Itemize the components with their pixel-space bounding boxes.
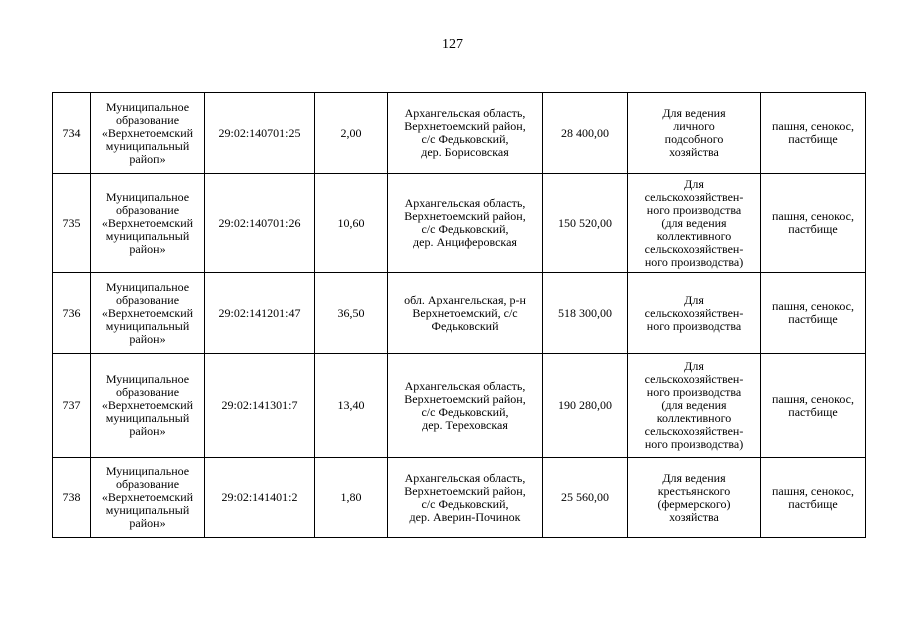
- address-cell: Архангельская область, Верхнетоемский район, с/с Федьковский, дер. Анциферовская: [388, 174, 543, 273]
- owner-cell: Муниципальное образование «Верхнетоемский муниципальный район»: [91, 174, 205, 273]
- purpose-cell: Для сельскохозяйствен- ного производства (для ведения коллективного сельскохозяйствен- ного производства): [628, 174, 761, 273]
- address-cell: Архангельская область, Верхнетоемский район, с/с Федьковский, дер. Аверин-Починок: [388, 458, 543, 538]
- cadastral-number-cell: 29:02:141401:2: [205, 458, 315, 538]
- cadastral-number-cell: 29:02:140701:25: [205, 93, 315, 174]
- purpose-cell: Для сельскохозяйствен- ного производства (для ведения коллективного сельскохозяйствен- ного производства): [628, 354, 761, 458]
- land-use-cell: пашня, сенокос, пастбище: [761, 174, 866, 273]
- row-number: 736: [53, 273, 91, 354]
- row-number: 735: [53, 174, 91, 273]
- cadastral-number-cell: 29:02:140701:26: [205, 174, 315, 273]
- owner-cell: Муниципальное образование «Верхнетоемский муниципальный райоп»: [91, 93, 205, 174]
- cadastral-number-cell: 29:02:141301:7: [205, 354, 315, 458]
- purpose-cell: Для ведения личного подсобного хозяйства: [628, 93, 761, 174]
- price-cell: 25 560,00: [543, 458, 628, 538]
- purpose-cell: Для сельскохозяйствен- ного производства: [628, 273, 761, 354]
- price-cell: 190 280,00: [543, 354, 628, 458]
- land-use-cell: пашня, сенокос, пастбище: [761, 273, 866, 354]
- row-number: 737: [53, 354, 91, 458]
- area-cell: 10,60: [315, 174, 388, 273]
- area-cell: 36,50: [315, 273, 388, 354]
- page-number: 127: [442, 37, 463, 52]
- price-cell: 518 300,00: [543, 273, 628, 354]
- land-use-cell: пашня, сенокос, пастбище: [761, 93, 866, 174]
- price-cell: 28 400,00: [543, 93, 628, 174]
- price-cell: 150 520,00: [543, 174, 628, 273]
- table-row: [53, 354, 866, 458]
- table-row: [53, 174, 866, 273]
- row-number: 738: [53, 458, 91, 538]
- cadastral-number-cell: 29:02:141201:47: [205, 273, 315, 354]
- address-cell: Архангельская область, Верхнетоемский район, с/с Федьковский, дер. Тереховская: [388, 354, 543, 458]
- area-cell: 13,40: [315, 354, 388, 458]
- table-row: [53, 93, 866, 174]
- area-cell: 1,80: [315, 458, 388, 538]
- table-row: [53, 273, 866, 354]
- area-cell: 2,00: [315, 93, 388, 174]
- table-row: [53, 458, 866, 538]
- land-use-cell: пашня, сенокос, пастбище: [761, 458, 866, 538]
- owner-cell: Муниципальное образование «Верхнетоемский муниципальный район»: [91, 354, 205, 458]
- row-number: 734: [53, 93, 91, 174]
- address-cell: Архангельская область, Верхнетоемский район, с/с Федьковский, дер. Борисовская: [388, 93, 543, 174]
- land-plots-table: [52, 92, 866, 538]
- land-use-cell: пашня, сенокос, пастбище: [761, 354, 866, 458]
- owner-cell: Муниципальное образование «Верхнетоемский муниципальный район»: [91, 458, 205, 538]
- address-cell: обл. Архангельская, р-н Верхнетоемский, с/с Федьковский: [388, 273, 543, 354]
- purpose-cell: Для ведения крестьянского (фермерского) хозяйства: [628, 458, 761, 538]
- owner-cell: Муниципальное образование «Верхнетоемский муниципальный район»: [91, 273, 205, 354]
